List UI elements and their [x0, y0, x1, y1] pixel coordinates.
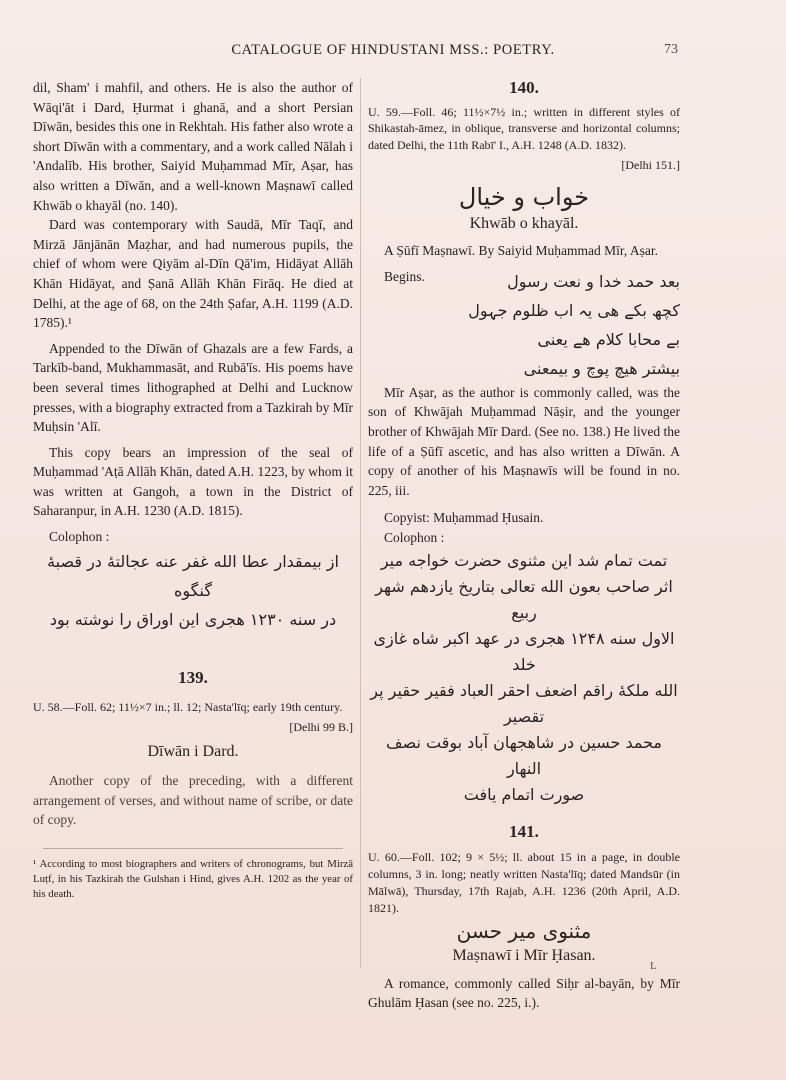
colophon-line: الاول سنه ۱۲۴۸ هجری در عهد اکبر شاه غازی خلد	[373, 628, 675, 674]
entry-141-meta: U. 60.—Foll. 102; 9 × 5½; ll. about 15 in a page, in double columns, 3 in. long; neatly written Nasta'līq; dated Mandsūr (in Mālwā), Thursday, 17th Rajab, A.H. 1236 (20th April, A.D. 1821).	[368, 850, 680, 915]
entry-140-incipit	[368, 267, 680, 383]
entry-number-140: 140.	[509, 78, 539, 97]
footnote-rule	[43, 848, 343, 849]
entry-139-description: Another copy of the preceding, with a different arrangement of verses, and without name of scribe, or date of copy.	[33, 773, 353, 828]
right-column	[368, 78, 680, 1013]
incipit-line: کچھ بکے ھی یہ اب ظلوم جہول	[468, 300, 680, 320]
colophon-line: از بیمقدار عطا الله غفر عنه عجالتهٔ در قصبهٔ گنگوه	[47, 551, 339, 600]
colophon-label: Colophon :	[49, 529, 110, 545]
paragraph-dard-contemporaries: Dard was contemporary with Saudā, Mīr Taqī, and Mirzā Jānjānān Maẓhar, and had numerous pupils, the chief of whom were Qiyām al-Dīn Qā'im, Hidāyat Allāh Khān Hidāyat, and Ṣanā Allāh Khān Firāq. He died at Delhi, at the age of 68, on the 24th Ṣafar, A.H. 1199 (A.D. 1785).¹	[33, 217, 353, 331]
colophon-line: تمت تمام شد این مثنوی حضرت خواجه میر	[380, 550, 668, 570]
paragraph-dard-works: dil, Sham' i mahfil, and others. He is also the author of Wāqi'āt i Dard, Ḥurmat i ghanā, and a short Persian Dīwān, besides this one in Rekhtah. His father also wrote a short Dīwān with a commentary, and a work called Nālah i 'Andalīb. His brother, Saiyid Muḥammad Mīr, Aṣar, has also written a Dīwān, and a well-known Maṣnawī called Khwāb o khayāl (no. 140).	[33, 80, 353, 213]
entry-140-description: A Ṣūfī Maṣnawī. By Saiyid Muḥammad Mīr, Aṣar.	[384, 243, 658, 259]
colophon-line: صورت اتمام یافت	[463, 784, 585, 804]
header-title: CATALOGUE OF HINDUSTANI MSS.: POETRY.	[231, 42, 555, 58]
colophon-label: Colophon :	[384, 529, 445, 545]
incipit-line: بیشتر ھیچ پوچ و بیمعنی	[523, 358, 680, 378]
incipit-line: بے محابا کلام ھے یعنی	[537, 329, 680, 349]
paragraph-dard-appendix: Appended to the Dīwān of Ghazals are a few Fards, a Tarkīb-band, Mukhammasāt, and Rubā'īs. His poems have been several times lithographed at Delhi and Lucknow presses, with a biography extracted from a Tazkirah by Mīr Muḥsin 'Alī.	[33, 340, 353, 435]
page-number: 73	[664, 42, 678, 57]
entry-141-urdu-title: مثنوی میر حسن	[456, 919, 592, 944]
paragraph-dard-seal: This copy bears an impression of the seal of Muḥammad 'Aṭā Allāh Khān, dated A.H. 1223, by whom it was written at Gangoh, a town in the District of Saharanpur, in A.H. 1230 (A.D. 1815).	[33, 444, 353, 519]
incipit-verses	[448, 267, 680, 383]
entry-140-meta: U. 59.—Foll. 46; 11½×7½ in.; written in different styles of Shikastah-āmez, in oblique, transverse and horizontal columns; dated Delhi, the 11th Rabī' I., A.H. 1248 (A.D. 1832).	[368, 104, 680, 153]
left-column	[33, 78, 353, 902]
colophon-line: الله ملکهٔ راقم اضعف احقر العباد فقیر حقیر پر تقصیر	[370, 680, 678, 726]
entry-139-meta: U. 58.—Foll. 62; 11½×7 in.; ll. 12; Nasta'līq; early 19th century.	[33, 700, 343, 715]
entry-number-141: 141.	[509, 821, 539, 841]
entry-139-shelfmark: [Delhi 99 B.]	[289, 720, 353, 735]
colophon-line: در سنه ۱۲۳۰ هجری این اوراق را نوشته بود	[49, 609, 337, 629]
signature-mark: L	[650, 960, 657, 972]
entry-139-title: Dīwān i Dard.	[147, 742, 239, 760]
entry-140-copyist: Copyist: Muḥammad Ḥusain.	[384, 510, 544, 526]
entry-140-body: Mīr Aṣar, as the author is commonly called, was the son of Khwājah Muḥammad Nāṣir, and the younger brother of Khwājah Mīr Dard. (See no. 138.) He lived the life of a Ṣūfī ascetic, and has also written a Dīwān. A copy of another of his Maṣnawīs will be found in no. 225, iii.	[368, 384, 680, 498]
entry-141-title: Maṣnawī i Mīr Ḥasan.	[452, 947, 596, 965]
entry-140-urdu-title: خواب و خیال	[458, 182, 590, 211]
colophon-line: محمد حسین در شاهجهان آباد بوقت نصف النهار	[386, 732, 662, 778]
entry-140-shelfmark: [Delhi 151.]	[621, 157, 680, 172]
running-header	[0, 42, 786, 62]
colophon-line: اثر صاحب بعون الله تعالی بتاریخ یازدهم شهر ربیع	[375, 576, 673, 622]
incipit-line: بعد حمد خدا و نعت رسول	[507, 271, 680, 291]
entry-number-139: 139.	[178, 667, 208, 687]
column-divider	[360, 78, 361, 968]
begins-label: Begins.	[384, 268, 425, 284]
footnote: ¹ According to most biographers and writers of chronograms, but Mirzā Luṭf, in his Tazkirah the Gulshan i Hind, gives A.H. 1202 as the year of his death.	[33, 858, 353, 901]
entry-140-title: Khwāb o khayāl.	[469, 214, 579, 232]
entry-141-description: A romance, commonly called Siḥr al-bayān, by Mīr Ghulām Ḥasan (see no. 225, i.).	[368, 975, 680, 1011]
